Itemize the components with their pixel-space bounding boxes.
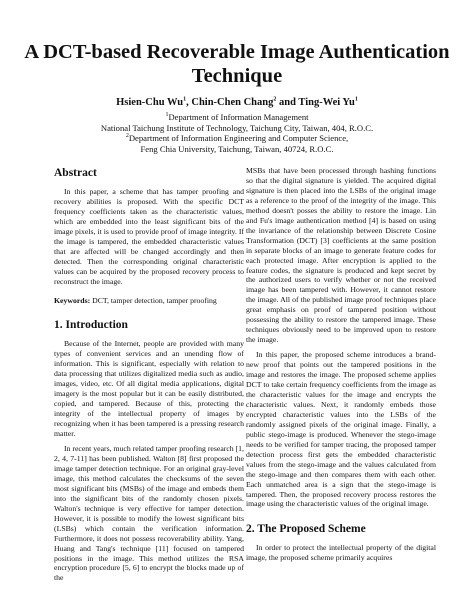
proposed-scheme-heading: 2. The Proposed Scheme	[246, 523, 366, 536]
right-column	[246, 166, 436, 563]
affiliation-text: Department of Information Management	[168, 112, 309, 122]
affiliation-line	[20, 133, 454, 144]
title-line-2: Technique	[191, 65, 283, 87]
paper-title	[20, 40, 454, 88]
author-name: Ting-Wei Yu	[298, 97, 355, 108]
affiliation-mark: 1	[165, 112, 169, 119]
affiliation-line	[20, 112, 454, 123]
keywords-label: Keywords:	[54, 295, 91, 305]
introduction-paragraph: In recent years, much related tamper proofing research [1, 2, 4, 7-11] has been published. Walton [8] first proposed the image tamper detection technique. For an original gray-level image, this method calculates the checksums of the seven most significant bits (MSBs) of the image and embeds them into the significant bits of the randomly chosen pixels. Walton's technique is very effective for tamper detection. However, it is possible to modify the lowest significant bits (LSBs) which contain the verification information. Furthermore, it does not possess recoverability ability. Yang, Huang and Tang's technique [11] focused on tampered positions in the image. This method utilizes the RSA encryption procedure [5, 6] to encrypt the blocks made up of the	[54, 444, 244, 583]
keywords-text: DCT, tamper detection, tamper proofing	[90, 295, 217, 305]
introduction-heading: 1. Introduction	[54, 319, 128, 332]
left-column	[54, 166, 244, 583]
affiliation-text: Department of Information Engineering and Computer Science,	[128, 133, 349, 144]
author-affiliation-mark: 2	[273, 96, 277, 103]
author-affiliation-mark: 1	[183, 96, 187, 103]
author-name: Hsien-Chu Wu	[116, 97, 184, 108]
body-paragraph: MSBs that have been processed through hashing functions so that the digital signature is yielded. The acquired digital signature is then placed into the LSBs of the original image as a reference to the proof of the integrity of the image. This method doesn't posses the ability to restore the image. Lin and Fu's image authentication method [4] is based on using the invariance of the relationship between Discrete Cosine Transformation (DCT) [3] coefficients at the same position in separate blocks of an image to generate feature codes for each protected image. After encryption is applied to the feature codes, the signature is produced and kept secret by the authorized users to verify whether or not the received image has been tampered with. However, it cannot restore the image. All of the published image proof techniques place great emphasis on proof of tampered position without possessing the ability to restore the tampered image. These techniques obviously need to be improved upon to restore the image.	[246, 166, 436, 345]
abstract-text: In this paper, a scheme that has tamper proofing and recovery abilities is proposed. With the specific DCT frequency coefficients taken as the characteristic values, which are embedded into the least significant bits of the image pixels, it is used to provide proof of image integrity. If the image is tampered, the embedded characteristic values that are affected will be changed accordingly and then detected. Then the corresponding original characteristic values can be acquired by the proposed recovery process to reconstruct the image.	[54, 187, 244, 286]
author-name: Chin-Chen Chang	[191, 97, 274, 108]
affiliation-line: National Taichung Institute of Technology, Taichung City, Taiwan, 404, R.O.C.	[100, 122, 374, 133]
body-paragraph: In order to protect the intellectual property of the digital image, the proposed scheme primarily acquires	[246, 543, 436, 563]
keywords-line	[54, 296, 244, 306]
affiliation-line: Feng Chia University, Taichung, Taiwan, 40724, R.O.C.	[140, 143, 334, 154]
abstract-heading: Abstract	[54, 167, 97, 179]
introduction-paragraph: Because of the Internet, people are provided with many types of convenient services and an unending flow of information. This is significant, especially with relation to data processing that utilizes digitalized media such as audio, images, video, etc. Of all digital media applications, digital imagery is the most popular but it can be easily distributed, copied, and tampered. Because of this, protecting the integrity of the intellectual property of images by recognizing when it has been tampered is a pressing research matter.	[54, 339, 244, 439]
author-affiliation-mark: 1	[354, 96, 358, 103]
title-line-1: A DCT-based Recoverable Image Authentication	[24, 41, 450, 63]
affiliations	[20, 112, 454, 154]
author-separator: ,	[186, 97, 192, 108]
affiliation-mark: 2	[125, 133, 129, 140]
body-paragraph: In this paper, the proposed scheme introduces a brand-new proof that points out the tampered positions in the image and restores the image. The proposed scheme applies DCT to take certain frequency coefficients from the image as the characteristic values for the image and encrypts the characteristic values. Next, it randomly embeds those encrypted characteristic values into the LSBs of the randomly assigned pixels of the original image. Finally, a public stego-image is produced. Whenever the stego-image needs to be verified for tamper tracing, the proposed tamper detection process first gets the embedded characteristic values from the stego-image and the values calculated from the stego-image and then compares them with each other. Each unmatched area is a sign that the stego-image is tampered. Then, the proposed recovery process restores the image using the characteristic values of the original image.	[246, 350, 436, 509]
author-separator: and	[276, 97, 299, 108]
author-list	[20, 96, 454, 109]
